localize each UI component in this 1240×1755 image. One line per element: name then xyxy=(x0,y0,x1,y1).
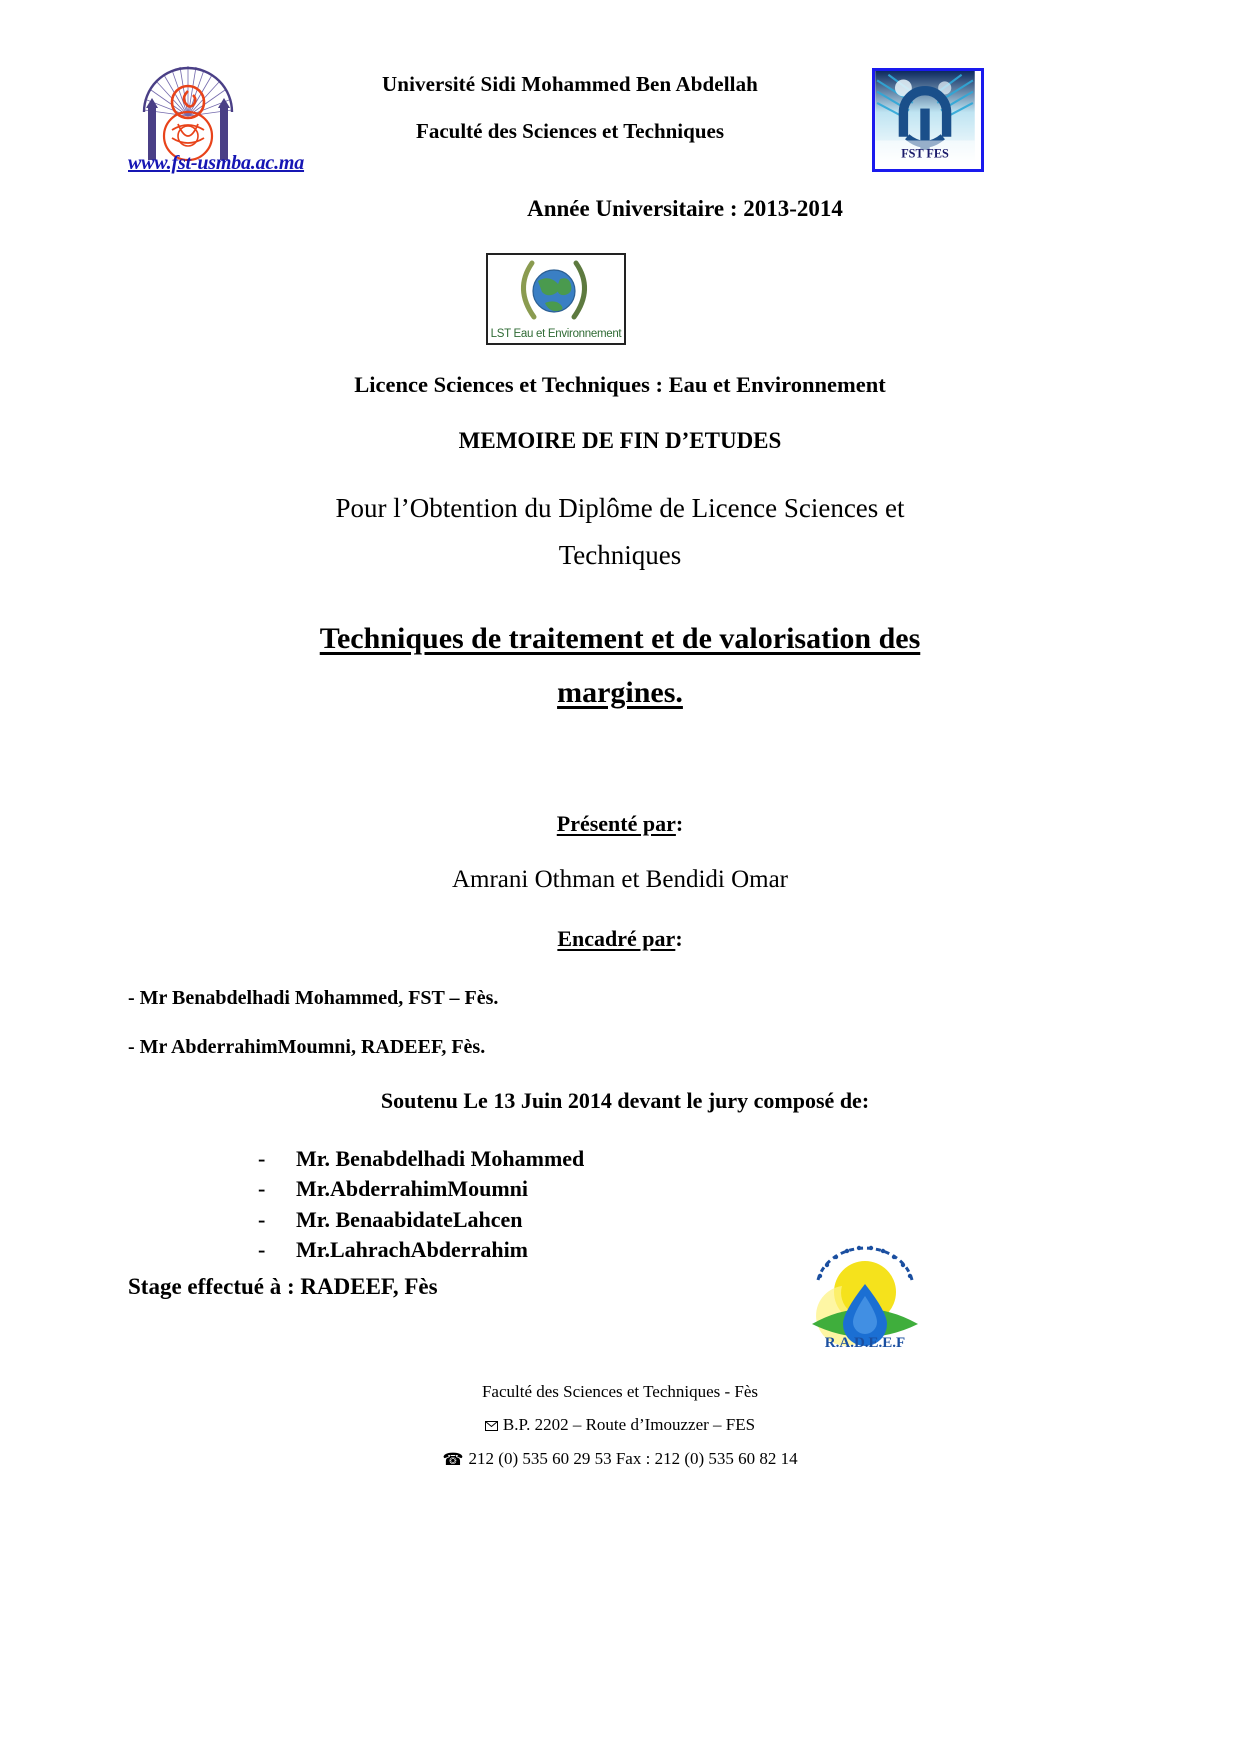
radeef-logo-text: R.A.D.E.E.F xyxy=(824,1335,906,1351)
presented-by-colon: : xyxy=(675,811,684,836)
jury-member-name: Mr. BenaabidateLahcen xyxy=(296,1206,523,1232)
jury-list-item xyxy=(258,1235,584,1265)
radeef-logo xyxy=(790,1232,940,1352)
jury-member-name: Mr.AbderrahimMoumni xyxy=(296,1176,529,1202)
jury-list-item xyxy=(258,1174,584,1204)
jury-list xyxy=(258,1144,584,1265)
university-website-link[interactable]: www.fst-usmba.ac.ma xyxy=(128,152,305,174)
authors: Amrani Othman et Bendidi Omar xyxy=(451,866,789,893)
university-heading xyxy=(300,72,840,144)
lst-eau-environnement-logo xyxy=(486,253,626,345)
list-dash: - xyxy=(258,1146,266,1171)
faculty-name: Faculté des Sciences et Techniques xyxy=(416,119,724,143)
fst-logo-text: FST FES xyxy=(901,146,949,161)
footer-contact xyxy=(0,1442,1240,1476)
degree-purpose xyxy=(0,485,1240,580)
internship-location: Stage effectué à : RADEEF, Fès xyxy=(128,1274,438,1299)
list-dash: - xyxy=(258,1176,266,1202)
list-dash: - xyxy=(258,1206,266,1232)
page-footer xyxy=(0,1375,1240,1476)
lst-logo-caption: LST Eau et Environnement xyxy=(490,328,622,340)
supervisor-item: - Mr Benabdelhadi Mohammed, FST – Fès. xyxy=(128,987,499,1009)
document-type: MEMOIRE DE FIN D’ETUDES xyxy=(458,428,782,453)
supervised-by-label xyxy=(0,926,1240,952)
supervisor-item: - Mr AbderrahimMoumni, RADEEF, Fès. xyxy=(128,1036,486,1058)
presented-by-label xyxy=(0,811,1240,837)
footer-faculty: Faculté des Sciences et Techniques - Fès xyxy=(481,1382,759,1401)
presented-by-text: Présenté par xyxy=(556,811,676,836)
footer-address xyxy=(0,1408,1240,1442)
page-header xyxy=(0,0,1240,221)
footer-address-text: B.P. 2202 – Route d’Imouzzer – FES xyxy=(502,1415,756,1435)
degree-purpose-line1: Pour l’Obtention du Diplôme de Licence Sciences et xyxy=(335,493,905,523)
envelope-icon xyxy=(485,1409,498,1442)
degree-purpose-line2: Techniques xyxy=(558,540,682,571)
list-dash: - xyxy=(258,1237,266,1263)
jury-member-name: Mr. Benabdelhadi Mohammed xyxy=(296,1146,585,1171)
university-name: Université Sidi Mohammed Ben Abdellah xyxy=(382,72,758,96)
fst-fes-logo xyxy=(872,68,984,172)
program-title: Licence Sciences et Techniques : Eau et Environnement xyxy=(354,372,886,397)
defense-statement: Soutenu Le 13 Juin 2014 devant le jury composé de: xyxy=(380,1088,870,1113)
jury-member-name: Mr.LahrachAbderrahim xyxy=(296,1237,529,1263)
jury-list-item xyxy=(258,1205,584,1235)
supervised-by-colon: : xyxy=(675,926,683,951)
supervised-by-text: Encadré par xyxy=(557,926,676,951)
thesis-title-line2: margines. xyxy=(557,676,683,709)
jury-list-item xyxy=(258,1144,584,1174)
thesis-title-line1: Techniques de traitement et de valorisation des xyxy=(319,622,921,655)
thesis-title xyxy=(0,612,1240,720)
telephone-icon: ☎ xyxy=(442,1450,464,1470)
academic-year: Année Universitaire : 2013-2014 xyxy=(527,196,843,221)
footer-contact-text: 212 (0) 535 60 29 53 Fax : 212 (0) 535 60 82 14 xyxy=(468,1449,798,1469)
